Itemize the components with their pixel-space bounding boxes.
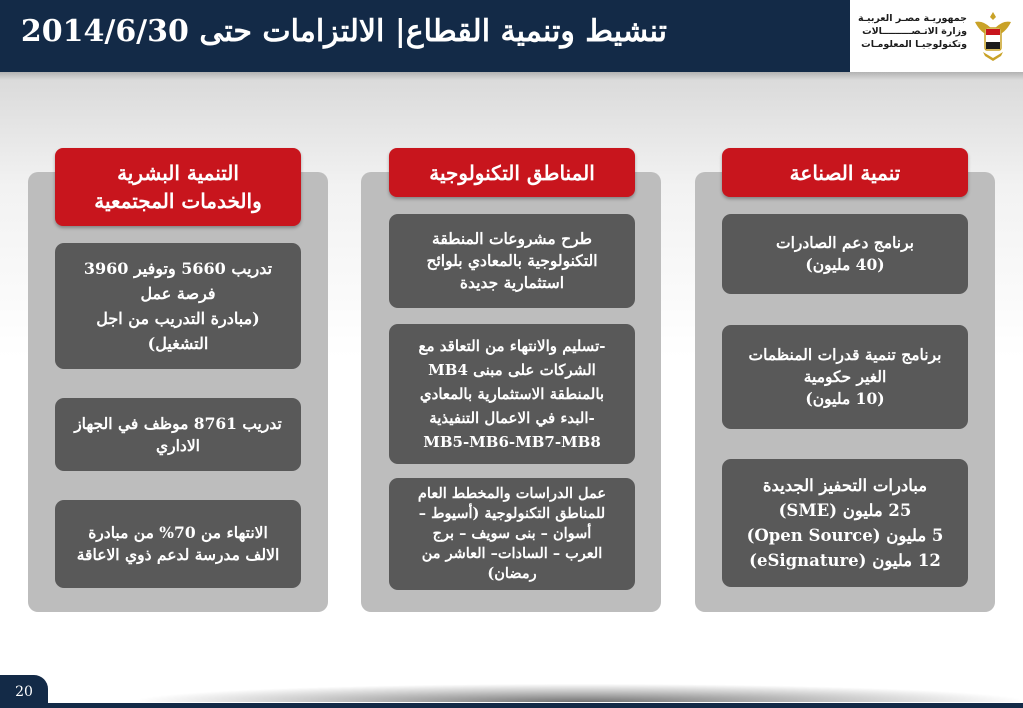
human-development-card <box>55 500 301 588</box>
card-line: 12 مليون (eSignature) <box>749 551 941 570</box>
card-line: التشغيل) <box>147 334 209 353</box>
industry-column-heading <box>722 148 968 197</box>
eagle-emblem-icon <box>971 8 1015 64</box>
card-line: للمناطق التكنولوجية (أسيوط – <box>418 505 606 522</box>
card-line: طرح مشروعات المنطقة <box>432 229 592 248</box>
tech-zones-card <box>389 324 635 464</box>
card-line: مبادرات التحفيز الجديدة <box>762 476 928 495</box>
ministry-name <box>857 12 967 51</box>
card-line: الالف مدرسة لدعم ذوي الاعاقة <box>76 545 280 564</box>
card-line: الشركات على مبنى MB4 <box>428 361 596 379</box>
industry-card <box>722 325 968 429</box>
card-line: فرصة عمل <box>140 284 216 303</box>
heading-line: التنمية البشرية <box>117 161 239 185</box>
ministry-name-line: جمهوريـة مصـر العربيـة <box>857 13 967 24</box>
heading-line: والخدمات المجتمعية <box>94 189 262 213</box>
card-line: (40 مليون) <box>805 255 885 274</box>
card-line: برنامج تنمية قدرات المنظمات <box>748 345 942 364</box>
industry-card <box>722 214 968 294</box>
tech-zones-column-heading <box>389 148 635 197</box>
ministry-logo <box>852 0 1023 72</box>
header-shadow <box>0 72 1023 80</box>
card-line: (10 مليون) <box>805 389 885 408</box>
card-line: الاداري <box>156 435 200 455</box>
card-line: تدريب 5660 وتوفير 3960 <box>83 259 273 278</box>
heading-line: المناطق التكنولوجية <box>429 160 595 185</box>
card-line: -تسليم والانتهاء من التعاقد مع <box>418 337 606 355</box>
ministry-name-line: وزارة الاتـصـــــــــالات <box>862 26 967 37</box>
industry-card <box>722 459 968 587</box>
card-line: 25 مليون (SME) <box>778 501 912 520</box>
human-development-column-heading <box>55 148 301 226</box>
card-line: عمل الدراسات والمخطط العام <box>417 485 607 502</box>
card-line: بالمنطقة الاستثمارية بالمعادي <box>419 385 605 403</box>
tech-zones-card <box>389 478 635 590</box>
card-line: 5 مليون (Open Source) <box>746 526 944 545</box>
card-line: أسوان – بنى سويف – برج <box>432 525 592 542</box>
human-development-card <box>55 398 301 471</box>
heading-line: تنمية الصناعة <box>789 160 901 185</box>
page-number: 20 <box>0 675 48 708</box>
human-development-card <box>55 243 301 369</box>
card-line: الانتهاء من 70% من مبادرة <box>88 523 268 542</box>
tech-zones-card <box>389 214 635 308</box>
footer-bar <box>48 703 1023 708</box>
ministry-name-line: وتكنولوجيـا المعلومـات <box>861 39 967 50</box>
title-bar <box>0 0 850 72</box>
card-line: برنامج دعم الصادرات <box>776 233 914 252</box>
card-line: MB5-MB6-MB7-MB8 <box>423 433 601 451</box>
card-line: تدريب 8761 موظف في الجهاز <box>74 413 282 433</box>
card-line: استثمارية جديدة <box>459 273 565 292</box>
card-line: العرب – السادات– العاشر من <box>421 545 603 562</box>
card-line: (مبادرة التدريب من اجل <box>96 309 260 328</box>
card-line: -البدء في الاعمال التنفيذية <box>429 409 595 427</box>
footer-shadow <box>140 684 1020 702</box>
card-line: التكنولوجية بالمعادي بلوائح <box>426 251 598 270</box>
slide-title: تنشيط وتنمية القطاع| الالتزامات حتى 2014/6/30 <box>20 14 667 49</box>
card-line: الغير حكومية <box>803 367 887 386</box>
card-line: رمضان) <box>487 565 537 582</box>
slide-header <box>0 0 1023 72</box>
